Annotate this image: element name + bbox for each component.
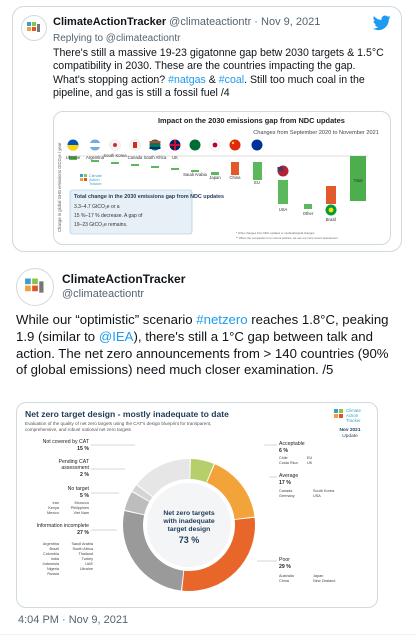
segment-value: 2 % [80, 472, 89, 478]
segment-value: 6 % [279, 448, 288, 454]
quoted-text-line: There's still a massive 19-23 gigatonne gap betw 2030 targets & 1.5°C [53, 47, 384, 59]
svg-text:Climate: Climate [89, 174, 102, 178]
text-segment: & [205, 73, 219, 86]
quoted-author-name[interactable]: ClimateActionTracker [53, 16, 167, 28]
country-label: EU [254, 180, 260, 185]
right-labels [257, 441, 335, 583]
segment-value: 5 % [80, 493, 89, 499]
segment-label: Acceptable [279, 441, 305, 447]
svg-text:Australia: Australia [279, 574, 294, 578]
update-label: Update [342, 434, 358, 439]
country-label: USA [278, 207, 288, 212]
country-label: Japan [209, 175, 221, 180]
summary-box-line: 3.3–4.7 GtCO₂e or a [74, 204, 120, 210]
svg-text:Brazil: Brazil [49, 547, 59, 551]
quoted-tweet-text [53, 47, 391, 101]
country-label: UK [172, 155, 178, 160]
country-label: Total [353, 178, 363, 183]
quoted-text-line: pipeline, and gas is still a fossil fuel /4 [53, 87, 230, 100]
center-label: target design [167, 526, 211, 533]
summary-box-line: 19–23 GtCO₂e remains. [74, 222, 128, 228]
segment-value: 17 % [279, 480, 291, 486]
footnote: * Other changes from NDC updates or methodological changes [236, 231, 315, 235]
avatar[interactable] [16, 268, 54, 306]
climate-action-tracker-logo-icon [18, 270, 52, 304]
svg-text:Indonesia: Indonesia [42, 562, 59, 566]
chart-subtitle: comprehensive, and robust national net zero targets [25, 427, 131, 432]
emissions-gap-chart-image[interactable] [53, 111, 391, 245]
country-label: Argentina [86, 155, 104, 160]
quoted-tweet-header [53, 16, 320, 28]
svg-text:Turkey: Turkey [81, 557, 93, 561]
bar-uk [171, 168, 179, 170]
eu-flag-icon [252, 140, 263, 151]
svg-text:Saudi Arabia: Saudi Arabia [71, 542, 93, 546]
svg-text:Kenya: Kenya [48, 506, 59, 510]
cat-logo [334, 408, 361, 423]
svg-text:Canada: Canada [279, 489, 293, 493]
svg-text:Chile: Chile [279, 456, 288, 460]
svg-text:Tracker: Tracker [346, 418, 361, 423]
svg-text:New Zealand: New Zealand [313, 579, 336, 583]
center-value: 73 % [178, 535, 200, 545]
text-segment: reaches 1.8°C, peaking 1.9 (similar to [16, 312, 389, 344]
country-label: China [229, 175, 241, 180]
svg-text:UAE: UAE [85, 562, 93, 566]
segment-value: 29 % [279, 564, 291, 570]
quoted-handle-date: @climateactiontr · Nov 9, 2021 [169, 16, 321, 28]
replying-to: Replying to @climateactiontr [53, 33, 181, 44]
text-segment: . Still too much coal in the [244, 73, 365, 86]
bar-canada [131, 164, 139, 166]
twitter-bird-icon[interactable] [373, 15, 391, 31]
bar-south-korea [111, 162, 119, 164]
svg-text:Japan: Japan [313, 574, 324, 578]
left-labels [37, 439, 135, 576]
donut-slices [123, 459, 255, 591]
svg-text:Argentina: Argentina [42, 542, 59, 546]
svg-text:China: China [279, 579, 289, 583]
chart-subtitle: Changes from September 2020 to November 2021 [253, 130, 379, 136]
divider [0, 634, 416, 635]
svg-text:South Africa: South Africa [72, 547, 93, 551]
bar-brazil [326, 186, 336, 204]
svg-text:Nigeria: Nigeria [46, 567, 59, 571]
svg-text:Colombia: Colombia [42, 552, 59, 556]
country-label: Other [302, 211, 314, 216]
tweet-timestamp[interactable]: 4:04 PM · Nov 9, 2021 [18, 614, 129, 626]
net-zero-chart-image[interactable] [16, 402, 378, 608]
segment-label: Average [279, 473, 299, 479]
country-label: South Korea [103, 153, 127, 158]
text-segment: While our “optimistic” scenario [16, 312, 197, 327]
svg-text:Russia: Russia [47, 572, 59, 576]
svg-text:EU: EU [307, 456, 313, 460]
svg-text:USA: USA [313, 494, 321, 498]
svg-text:Philippines: Philippines [70, 506, 89, 510]
quoted-text-line [53, 74, 391, 87]
svg-text:Tracker: Tracker [89, 182, 102, 186]
author-name[interactable]: ClimateActionTracker [62, 272, 186, 286]
china-flag-icon [230, 140, 241, 151]
climate-action-tracker-logo-icon [22, 16, 46, 40]
text-segment: ), there's still a 1°C gap between talk and action. The net zero announcements from > 140 countries (90% of global emissions) need much closer examination. /5 [16, 328, 389, 378]
svg-text:Morocco: Morocco [74, 501, 89, 505]
svg-text:Action: Action [89, 178, 100, 182]
avatar[interactable] [21, 15, 47, 41]
summary-box-line: 15 %–17 % decrease. A gap of [74, 213, 143, 219]
segment-label: No target [67, 486, 89, 492]
hashtag-link[interactable]: #coal [218, 73, 245, 86]
svg-text:UK: UK [307, 461, 313, 465]
segment-label: Poor [279, 557, 290, 563]
bar-other [304, 204, 312, 209]
text-segment: What's stopping action? [53, 73, 169, 86]
country-label: Ukraine [65, 155, 81, 160]
donut-center [147, 483, 231, 567]
svg-text:Costa Rica: Costa Rica [279, 461, 298, 465]
svg-text:India: India [50, 557, 59, 561]
svg-text:Ukraine: Ukraine [79, 567, 93, 571]
net-zero-donut-chart [17, 403, 378, 608]
summary-box-title: Total change in the 2030 emissions gap from NDC updates [74, 194, 224, 200]
hashtag-link[interactable]: #natgas [168, 73, 206, 86]
segment-value: 27 % [77, 530, 89, 536]
center-label: Net zero targets [163, 510, 215, 517]
segment-value: 15 % [77, 446, 89, 452]
bar-eu [253, 162, 262, 180]
svg-text:Climate: Climate [346, 408, 361, 413]
country-label: South Africa [143, 155, 167, 160]
segment-label: assessment [61, 465, 89, 471]
svg-text:Germany: Germany [279, 494, 295, 498]
svg-text:Iran: Iran [52, 501, 59, 505]
segment-label: Pending CAT [58, 459, 89, 465]
author-handle[interactable]: @climateactiontr [62, 288, 145, 300]
chart-title: Net zero target design - mostly inadequate to date [25, 409, 229, 419]
segment-label: Information incomplete [36, 523, 89, 529]
svg-text:Thailand: Thailand [78, 552, 93, 556]
saudi-arabia-flag-icon [190, 140, 201, 151]
chart-subtitle: Evaluation of the quality of net zero targets using the CAT's design blueprint for transparent, [25, 421, 212, 426]
svg-text:Viet Nam: Viet Nam [73, 511, 89, 515]
bar-china [231, 162, 239, 175]
mention-link[interactable]: @IEA [98, 328, 134, 344]
hashtag-link[interactable]: #netzero [196, 312, 248, 327]
y-axis-label: Change in global GHG emissions GtCO₂e / year [57, 142, 62, 232]
quoted-text-line: compatibility in 2030. These are the countries impacting the gap. [53, 60, 356, 73]
bar-argentina [91, 160, 99, 162]
country-label: Saudi Arabia [183, 172, 207, 177]
bar-south-africa [151, 166, 159, 168]
country-label: Brazil [325, 217, 337, 222]
country-label: Canada [127, 155, 143, 160]
tweet-text [16, 312, 400, 379]
svg-text:Mexico: Mexico [46, 511, 59, 515]
cat-logo [80, 174, 102, 186]
waterfall-chart [54, 112, 391, 245]
footnote: ** When the comparator is to current policies, we use our most recent assessment [236, 236, 338, 240]
svg-text:South Korea: South Korea [313, 489, 335, 493]
center-label: with inadequate [163, 518, 215, 525]
bar-usa [278, 180, 288, 204]
segment-label: Not covered by CAT [42, 439, 89, 445]
svg-text:Action: Action [346, 413, 359, 418]
quoted-tweet-card[interactable] [12, 6, 402, 252]
update-label: Nov 2021 [339, 428, 361, 433]
chart-title: Impact on the 2030 emissions gap from NDC updates [158, 116, 345, 125]
